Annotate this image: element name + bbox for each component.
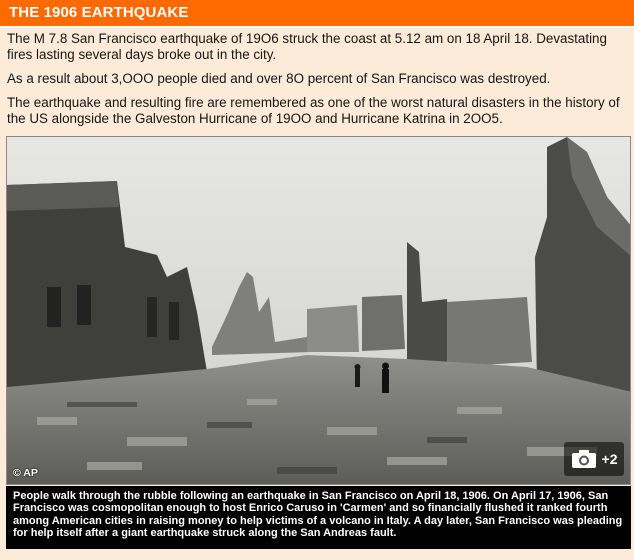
paragraph: As a result about 3,OOO people died and over 8O percent of San Francisco was destroyed.	[7, 71, 551, 86]
photo-caption: People walk through the rubble following an earthquake in San Francisco on April 18, 1906. On April 17, 1906, San Francisco was cosmopolitan enough to host Enrico Caruso in 'Carmen' and so financially flushed it ranked fourth among American cities in raising money to help victims of a volcano in Italy. A day later, San Francisco was pleading for help itself after a giant earthquake struck along the San Andreas fault.	[6, 486, 631, 549]
paragraph: The earthquake and resulting fire are remembered as one of the worst natural disasters in the history of the US alongside the Galveston Hurricane of 19OO and Hurricane Katrina in 2OO5.	[7, 95, 620, 126]
rubble-street-image	[7, 137, 631, 485]
article-body	[7, 31, 629, 135]
gallery-count: +2	[601, 451, 618, 467]
gallery-button[interactable]	[564, 442, 624, 476]
paragraph: The M 7.8 San Francisco earthquake of 19O6 struck the coast at 5.12 am on 18 April 18. Devastating fires lasting several days broke out in the city.	[7, 31, 607, 62]
section-title: THE 1906 EARTHQUAKE	[9, 4, 189, 21]
earthquake-photo[interactable]	[6, 136, 631, 485]
camera-icon	[571, 449, 597, 469]
photo-credit: © AP	[13, 467, 38, 479]
article-header	[0, 0, 634, 28]
